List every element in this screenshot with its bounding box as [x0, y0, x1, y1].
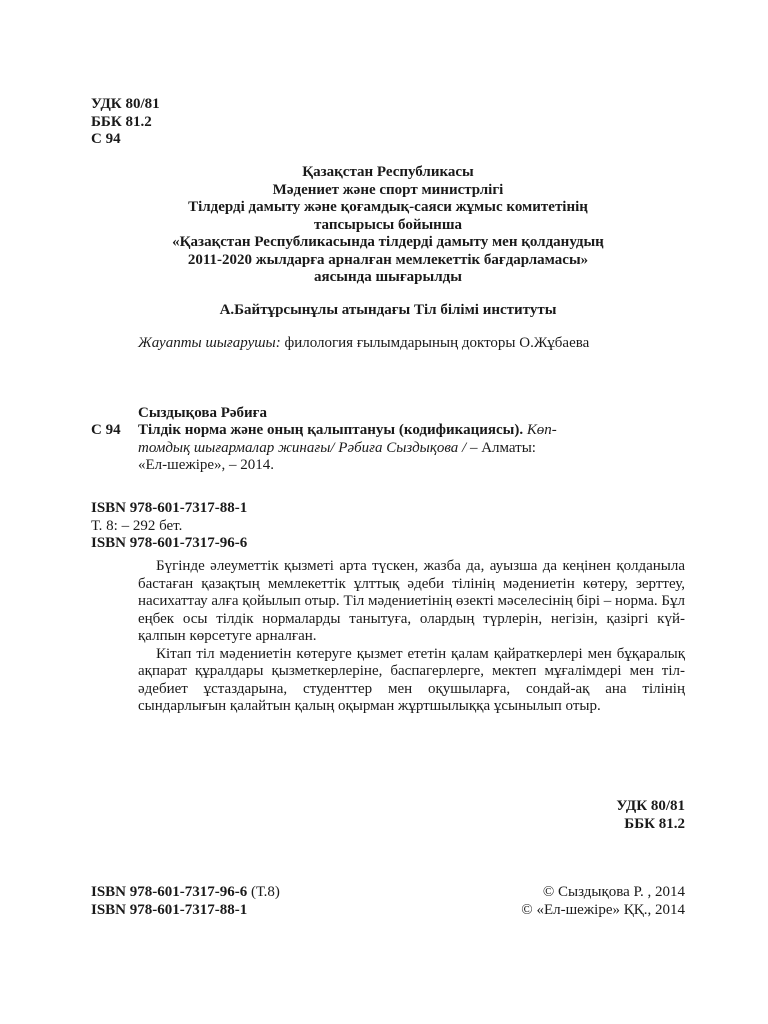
isbn-set: ISBN 978-601-7317-88-1	[91, 500, 248, 516]
header-line: Тілдерді дамыту және қоғамдық-саяси жұмыс комитетінің	[188, 199, 588, 215]
catalog-code: С 94	[91, 422, 121, 438]
isbn-number: ISBN 978-601-7317-96-6	[91, 884, 248, 900]
copyright-author: © Сыздықова Р. , 2014	[542, 884, 685, 900]
bbk-code: ББК 81.2	[91, 113, 152, 130]
annotation-paragraph: Кітап тіл мәдениетін көтеруге қызмет ететін қалам қайраткерлері мен бұқаралық ақпарат құралдары қызметкерлеріне, баспагерлерге, мектеп мұғалімдері мен тіл-әдебиет ұстаздарына, студенттер мен оқушыларға, сондай-ақ ана тілінің сындарлығын қалайтын қалың оқырман жұртшылыққа ұсынылып отыр.	[138, 645, 685, 714]
annotation-paragraph: Бүгінде әлеуметтік қызметі арта түскен, жазба да, ауызша да кеңінен қолданыла бастаған қазақтың мемлекеттік ұлттық әдеби тілінің мәдениетін көтеру, зерттеу, насихаттау алға қойылып отыр. Тіл мәдениетінің өзекті мәселесінің бірі – норма. Бұл еңбек осы тілдік нормаларды танытуға, олардың түрлерін, негізін, қазіргі күй-қалпын көрсетуге арналған.	[138, 558, 685, 644]
series-line-2: томдық шығармалар жинағы/ Рәбиға Сыздықова /	[138, 439, 467, 456]
bbk-code: ББК 81.2	[624, 815, 685, 832]
classification-codes-right	[480, 798, 685, 833]
isbn-footer	[91, 884, 280, 919]
udk-code: УДК 80/81	[616, 798, 685, 814]
isbn-number: ISBN 978-601-7317-88-1	[91, 901, 248, 918]
publisher-tail: – Алматы:	[466, 439, 536, 456]
isbn-note: (Т.8)	[247, 884, 280, 900]
isbn-volume: ISBN 978-601-7317-96-6	[91, 535, 248, 551]
publication-header	[91, 164, 685, 287]
publisher-line: «Ел-шежіре», – 2014.	[138, 457, 275, 473]
book-title: Тілдік норма және оның қалыптануы (кодификациясы).	[138, 422, 524, 438]
author-mark: С 94	[91, 131, 121, 147]
responsible-editor	[138, 335, 589, 353]
copyright-publisher: © «Ел-шежіре» ҚҚ., 2014	[521, 901, 685, 918]
header-line: Қазақстан Республикасы	[302, 164, 474, 180]
annotation	[138, 558, 685, 716]
classification-codes	[91, 96, 160, 149]
header-line: «Қазақстан Республикасында тілдерді дамыту мен қолданудың	[172, 234, 604, 250]
header-line: 2011-2020 жылдарға арналған мемлекеттік бағдарламасы»	[187, 251, 589, 268]
isbn-block	[91, 500, 247, 553]
header-line: тапсырысы бойынша	[313, 216, 462, 233]
series-line-1: Көп-	[523, 422, 557, 438]
udk-code: УДК 80/81	[91, 96, 160, 112]
header-line: Мәдениет және спорт министрлігі	[272, 181, 504, 198]
catalog-author: Сыздықова Рәбиға	[138, 405, 267, 421]
editor-role: Жауапты шығарушы:	[138, 335, 281, 351]
institute-name: А.Байтұрсынұлы атындағы Тіл білімі институты	[219, 302, 557, 318]
editor-name: филология ғылымдарының докторы О.Жұбаева	[280, 335, 590, 351]
header-line: аясында шығарылды	[314, 269, 462, 285]
copyright-footer	[420, 884, 685, 919]
volume-info: Т. 8: – 292 бет.	[91, 517, 183, 534]
isbn-line	[91, 884, 280, 902]
catalog-description	[138, 422, 685, 475]
